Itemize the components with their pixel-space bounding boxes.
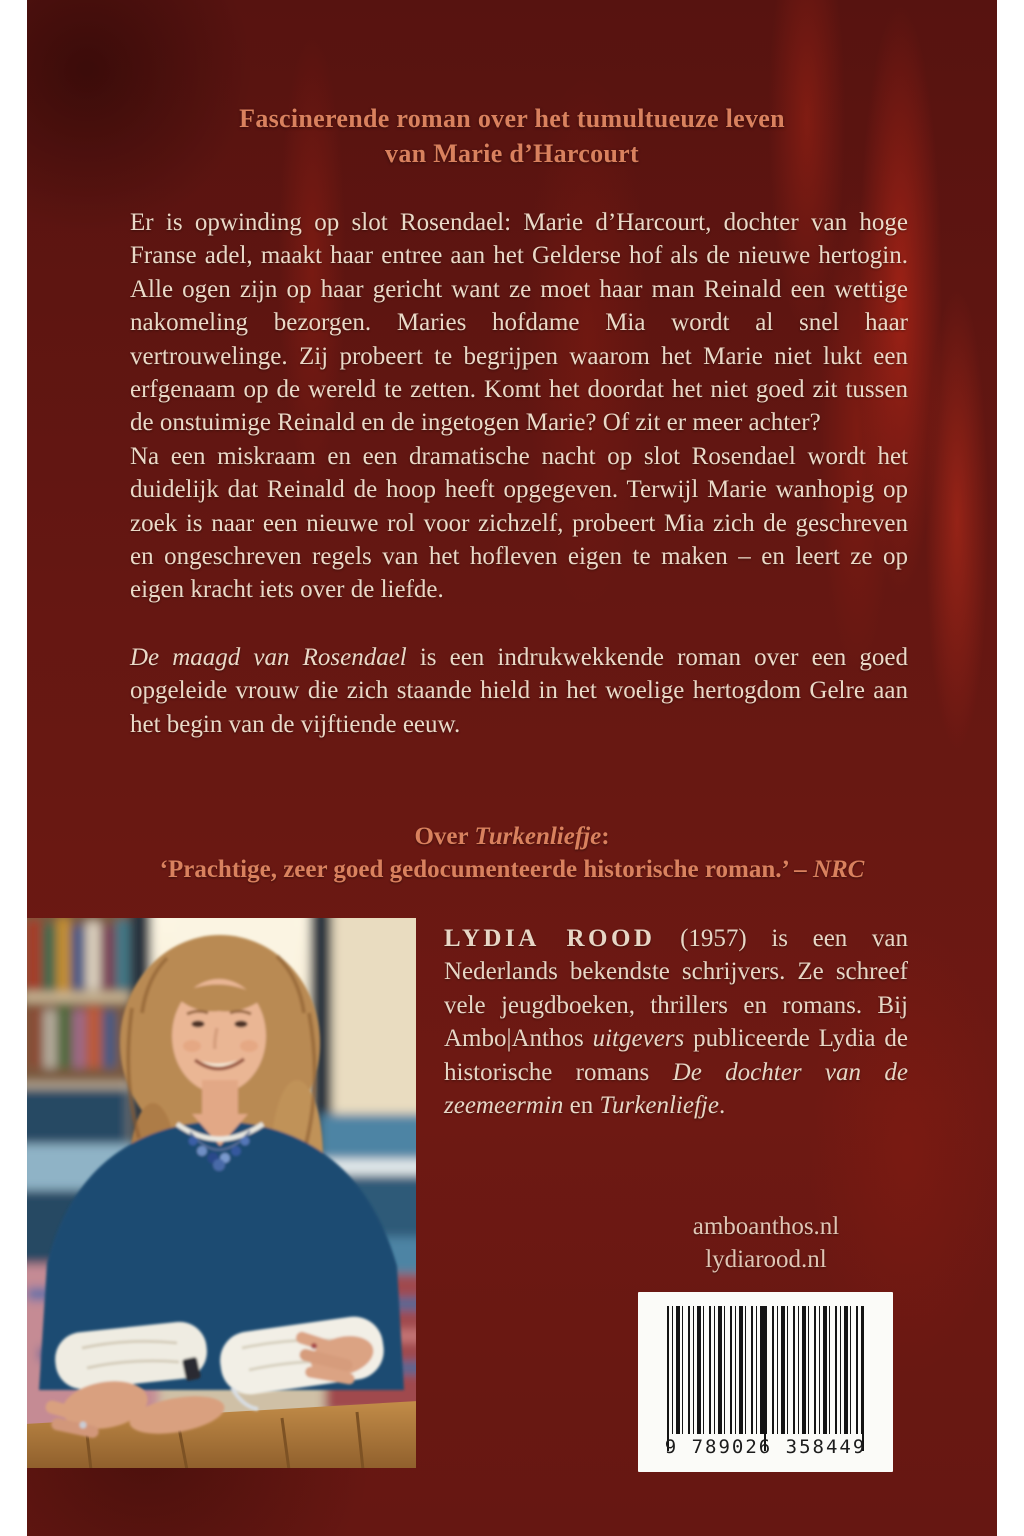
headline-line-1: Fascinerende roman over het tumultueuze leven [239, 104, 785, 133]
review-quote: ‘Prachtige, zeer goed gedocumenteerde historische roman.’ – NRC [159, 856, 865, 883]
publisher-site: amboanthos.nl [692, 1213, 840, 1240]
barcode-number: 9 789026 358449 [664, 1436, 867, 1458]
barcode-guard-right [862, 1306, 864, 1451]
synopsis-paragraph-1: Er is opwinding op slot Rosendael: Marie d’Harcourt, dochter van hoge Franse adel, maakt haar entree aan het Gelderse hof als de nieuwe hertogin. Alle ogen zijn op haar gericht want ze moet haar man Reinald een wettige nakomeling bezorgen. Maries hofdame Mia wordt al snel haar vertrouwelinge. Zij probeert te begrijpen waarom het Marie niet lukt een erfgenaam op de wereld te zetten. Komt het doordat het niet goed zit tussen de onstuimige Reinald en de ingetogen Marie? Of zit er meer achter? [130, 209, 908, 437]
headline-line-2: van Marie d’Harcourt [385, 139, 639, 168]
velvet-cover-background [27, 0, 997, 1536]
author-bio: LYDIA ROOD (1957) is een van Nederlands bekendste schrijvers. Ze schreef vele jeugdboeken, thrillers en romans. Bij Ambo|Anthos uitgevers publiceerde Lydia de historische romans De dochter van de zeemeermin en Turkenliefje. [444, 925, 908, 1120]
review-heading: Over Turkenliefje: [414, 823, 610, 850]
author-site: lydiarood.nl [705, 1246, 827, 1273]
barcode [638, 1292, 893, 1472]
website-links [611, 1210, 921, 1276]
author-photo-illustration [27, 918, 416, 1468]
barcode-guard-left [667, 1306, 669, 1451]
synopsis-paragraph-3: De maagd van Rosendael is een indrukwekkende roman over een goed opgeleide vrouw die zich staande hield in het woelige hertogdom Gelre aan het begin van de vijftiende eeuw. [130, 643, 908, 738]
author-photo [27, 918, 416, 1468]
headline [27, 101, 997, 171]
synopsis [130, 206, 908, 741]
barcode-guard-middle [764, 1306, 766, 1451]
synopsis-paragraph-2: Na een miskraam en een dramatische nacht op slot Rosendael wordt het duidelijk dat Reinald de hoop heeft opgegeven. Terwijl Marie wanhopig op zoek is naar een nieuwe rol voor zichzelf, probeert Mia zich de geschreven en ongeschreven regels van het hofleven eigen te maken – en leert ze op eigen kracht iets over de liefde. [130, 442, 908, 604]
review-block [27, 820, 997, 886]
